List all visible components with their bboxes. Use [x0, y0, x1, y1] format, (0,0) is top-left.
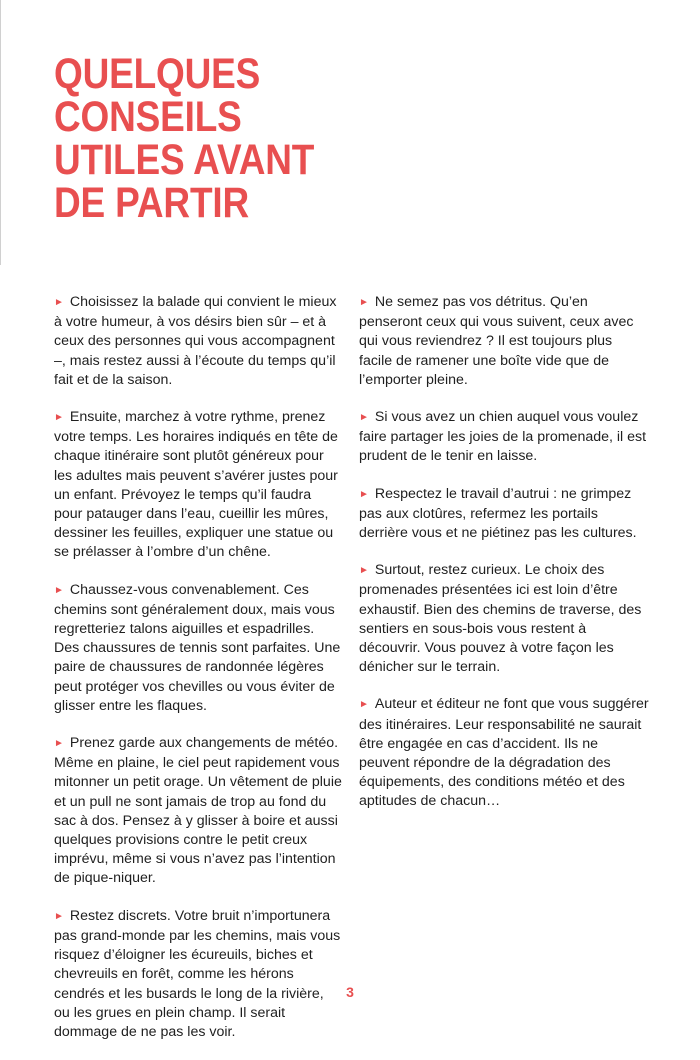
title-line-3: UTILES AVANT	[54, 136, 315, 184]
tip-text: Ne semez pas vos détritus. Qu’en penseront ceux qui vous suivent, ceux avec qui vous reviendrez ? Il est toujours plus facile de ramener une boîte vide que de l’emporter pleine.	[359, 294, 634, 388]
tip-paragraph	[359, 408, 649, 467]
tip-paragraph	[359, 561, 649, 677]
bullet-arrow-icon: ►	[359, 488, 369, 500]
bullet-arrow-icon: ►	[359, 412, 369, 424]
bullet-arrow-icon: ►	[359, 297, 369, 308]
tip-paragraph	[359, 695, 649, 811]
bullet-arrow-icon: ►	[54, 297, 64, 308]
page-title	[54, 50, 338, 227]
tip-paragraph	[359, 293, 649, 390]
tip-text: Prenez garde aux changements de météo. Même en plaine, le ciel peut rapidement vous mitonner un petit orage. Un vêtement de pluie et un pull ne sont jamais de trop au fond du sac à dos. Pensez à y glisser à boire et aussi quelques provisions contre le petit creux imprévu, même si vous n’avez pas l’intention de pique-niquer.	[54, 735, 342, 887]
tip-text: Respectez le travail d’autrui : ne grimpez pas aux clotûres, refermez les portails derrière vous et ne piétinez pas les cultures.	[359, 485, 637, 542]
bullet-arrow-icon: ►	[54, 738, 64, 750]
title-line-4: DE PARTIR	[54, 179, 250, 227]
tip-paragraph	[54, 907, 343, 1042]
tip-paragraph	[54, 734, 343, 889]
tip-text: Surtout, restez curieux. Le choix des promenades présentées ici est loin d’être exhaustif. Bien des chemins de traverse, des sentiers en sous-bois vous restent à découvrir. Vous pouvez à votre façon les dénicher sur le terrain.	[359, 562, 642, 676]
page-number: 3	[346, 984, 354, 1000]
tip-text: Auteur et éditeur ne font que vous suggérer des itinéraires. Leur responsabilité ne saurait être engagée en cas d’accident. Ils ne peuvent répondre de la dégradation des équipements, des conditions météo et des aptitudes de chacun…	[359, 696, 649, 810]
bullet-arrow-icon: ►	[54, 584, 64, 596]
bullet-arrow-icon: ►	[54, 412, 64, 424]
tip-text: Chaussez-vous convenablement. Ces chemins sont généralement doux, mais vous regretteriez talons aiguilles et espadrilles. Des chaussures de tennis sont parfaites. Une paire de chaussures de randonnée légères peut protéger vos chevilles ou vous éviter de glisser entre les flaques.	[54, 581, 341, 714]
tip-paragraph	[54, 581, 343, 716]
tip-paragraph	[359, 485, 649, 544]
tip-paragraph	[54, 293, 343, 390]
right-column	[359, 293, 649, 830]
tip-text: Si vous avez un chien auquel vous voulez faire partager les joies de la promenade, il est prudent de le tenir en laisse.	[359, 409, 647, 465]
tip-text: Restez discrets. Votre bruit n’importunera pas grand-monde par les chemins, mais vous risquez d’éloigner les écureuils, biches et chevreuils en forêt, comme les hérons cendrés et les busards le long de la rivière, ou les grues en plein champ. Il serait dommage de ne pas les voir.	[54, 907, 341, 1040]
title-line-1: QUELQUES	[54, 50, 261, 98]
bullet-arrow-icon: ►	[359, 699, 369, 711]
tip-text: Choisissez la balade qui convient le mieux à votre humeur, à vos désirs bien sûr – et à ceux des personnes qui vous accompagnent –, mais restez aussi à l’écoute du temps qu’il fait et de la saison.	[54, 294, 337, 388]
tip-text: Ensuite, marchez à votre rythme, prenez votre temps. Les horaires indiqués en tête de chaque itinéraire sont plutôt généreux pour les adultes mais peuvent s’avérer justes pour un enfant. Prévoyez le temps qu’il faudra pour patauger dans l’eau, cueillir les mûres, dessiner les feuilles, expliquer une statue ou se prélasser à l’ombre d’un chêne.	[54, 409, 338, 561]
bullet-arrow-icon: ►	[359, 565, 369, 577]
title-line-2: CONSEILS	[54, 93, 242, 141]
bullet-arrow-icon: ►	[54, 910, 64, 922]
page-edge-line	[0, 0, 1, 265]
left-column	[54, 293, 343, 1060]
tip-paragraph	[54, 408, 343, 563]
